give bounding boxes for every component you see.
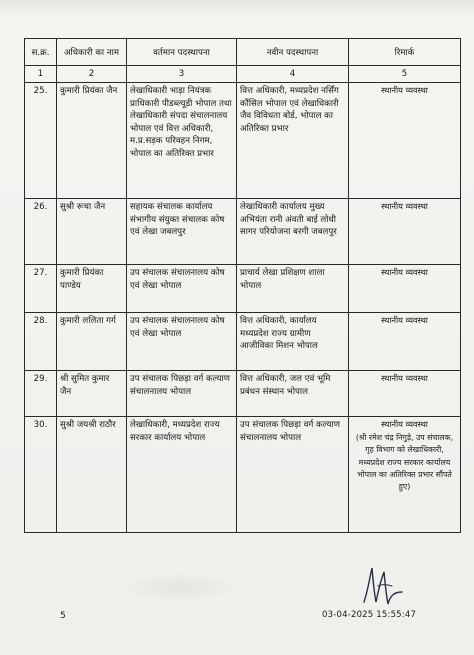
column-number: 1 xyxy=(25,66,57,83)
table-row xyxy=(25,199,461,265)
row-new-posting: वित्त अधिकारी, मध्यप्रदेश नर्सिंग कौंसिल भोपाल एवं लेखाधिकारी जैव विविधता बोर्ड, भोपाल का अतिरिक्त प्रभार xyxy=(237,83,349,199)
scan-shadow xyxy=(0,0,474,18)
signature-mark xyxy=(358,562,408,610)
row-current-posting: उप संचालक संचालनालय कोष एवं लेखा भोपाल xyxy=(127,313,237,371)
column-number: 2 xyxy=(57,66,127,83)
row-remark xyxy=(349,417,461,533)
row-sno: 30. xyxy=(25,417,57,533)
row-officer-name: सुश्री रूचा जैन xyxy=(57,199,127,265)
header-officer-name: अधिकारी का नाम xyxy=(57,39,127,66)
row-remark xyxy=(349,199,461,265)
row-remark xyxy=(349,83,461,199)
remark-note: (श्री रमेश चंद्र निगुड़े, उप संचालक, गृह विभाग को लेखाधिकारी, मध्यप्रदेश राज्य सरकार कार्यालय भोपाल का अतिरिक्त प्रभार सौंपते हुए) xyxy=(355,433,454,491)
row-remark xyxy=(349,313,461,371)
row-current-posting: उप संचालक पिछड़ा वर्ग कल्याण संचालनालय भोपाल xyxy=(127,371,237,417)
row-new-posting: लेखाधिकारी कार्यालय मुख्य अभियंता रानी अंवती बाई लोधी सागर परियोजना बरगी जबलपुर xyxy=(237,199,349,265)
signature-timestamp: 03-04-2025 15:55:47 xyxy=(322,610,417,620)
row-new-posting: प्राचार्य लेखा प्रशिक्षण शाला भोपाल xyxy=(237,265,349,313)
column-number: 4 xyxy=(237,66,349,83)
remark-text: स्थानीय व्यवस्था xyxy=(381,267,428,278)
table-row xyxy=(25,371,461,417)
row-sno: 27. xyxy=(25,265,57,313)
header-new-posting: नवीन पदस्थापना xyxy=(237,39,349,66)
scan-smudge xyxy=(120,572,240,602)
row-remark xyxy=(349,265,461,313)
remark-text: स्थानीय व्यवस्था xyxy=(381,419,428,430)
table-row xyxy=(25,83,461,199)
transfer-order-table xyxy=(24,38,461,533)
row-remark xyxy=(349,371,461,417)
row-officer-name: कुमारी ललिता गर्ग xyxy=(57,313,127,371)
row-sno: 28. xyxy=(25,313,57,371)
row-sno: 26. xyxy=(25,199,57,265)
table-row xyxy=(25,417,461,533)
header-sno: स.क्र. xyxy=(25,39,57,66)
row-new-posting: वित्त अधिकारी, कार्यालय मध्यप्रदेश राज्य ग्रामीण आजीविका मिशन भोपाल xyxy=(237,313,349,371)
row-new-posting: वित्त अधिकारी, जल एवं भूमि प्रबंधन संस्थान भोपाल xyxy=(237,371,349,417)
table-row xyxy=(25,265,461,313)
column-number-row xyxy=(25,66,461,83)
row-officer-name: कुमारी प्रियंका जैन xyxy=(57,83,127,199)
remark-text: स्थानीय व्यवस्था xyxy=(381,85,428,96)
row-officer-name: सुश्री जयश्री राठौर xyxy=(57,417,127,533)
row-sno: 29. xyxy=(25,371,57,417)
remark-text: स्थानीय व्यवस्था xyxy=(381,315,428,326)
table-row xyxy=(25,313,461,371)
table-header-row xyxy=(25,39,461,66)
row-current-posting: लेखाधिकारी भाड़ा नियंत्रक प्राधिकारी पीडब्ल्यूडी भोपाल तथा लेखाधिकारी संपदा संचालनालय भोपाल एवं वित्त अधिकारी, म.प्र.सड़क परिवहन निगम, भोपाल का अतिरिक्त प्रभार xyxy=(127,83,237,199)
row-current-posting: सहायक संचालक कार्यालय संभागीय संयुक्त संचालक कोष एवं लेखा जबलपुर xyxy=(127,199,237,265)
column-number: 5 xyxy=(349,66,461,83)
column-number: 3 xyxy=(127,66,237,83)
row-new-posting: उप संचालक पिछड़ा वर्ग कल्याण संचालनालय भोपाल xyxy=(237,417,349,533)
remark-text: स्थानीय व्यवस्था xyxy=(381,201,428,212)
row-current-posting: लेखाधिकारी, मध्यप्रदेश राज्य सरकार कार्यालय भोपाल xyxy=(127,417,237,533)
row-officer-name: श्री सुमित कुमार जैन xyxy=(57,371,127,417)
row-officer-name: कुमारी प्रियंका पाण्डेय xyxy=(57,265,127,313)
row-sno: 25. xyxy=(25,83,57,199)
remark-text: स्थानीय व्यवस्था xyxy=(381,373,428,384)
page-number: 5 xyxy=(60,611,66,621)
header-remark: रिमार्क xyxy=(349,39,461,66)
header-current-posting: वर्तमान पदस्थापना xyxy=(127,39,237,66)
row-current-posting: उप संचालक संचालनालय कोष एवं लेखा भोपाल xyxy=(127,265,237,313)
